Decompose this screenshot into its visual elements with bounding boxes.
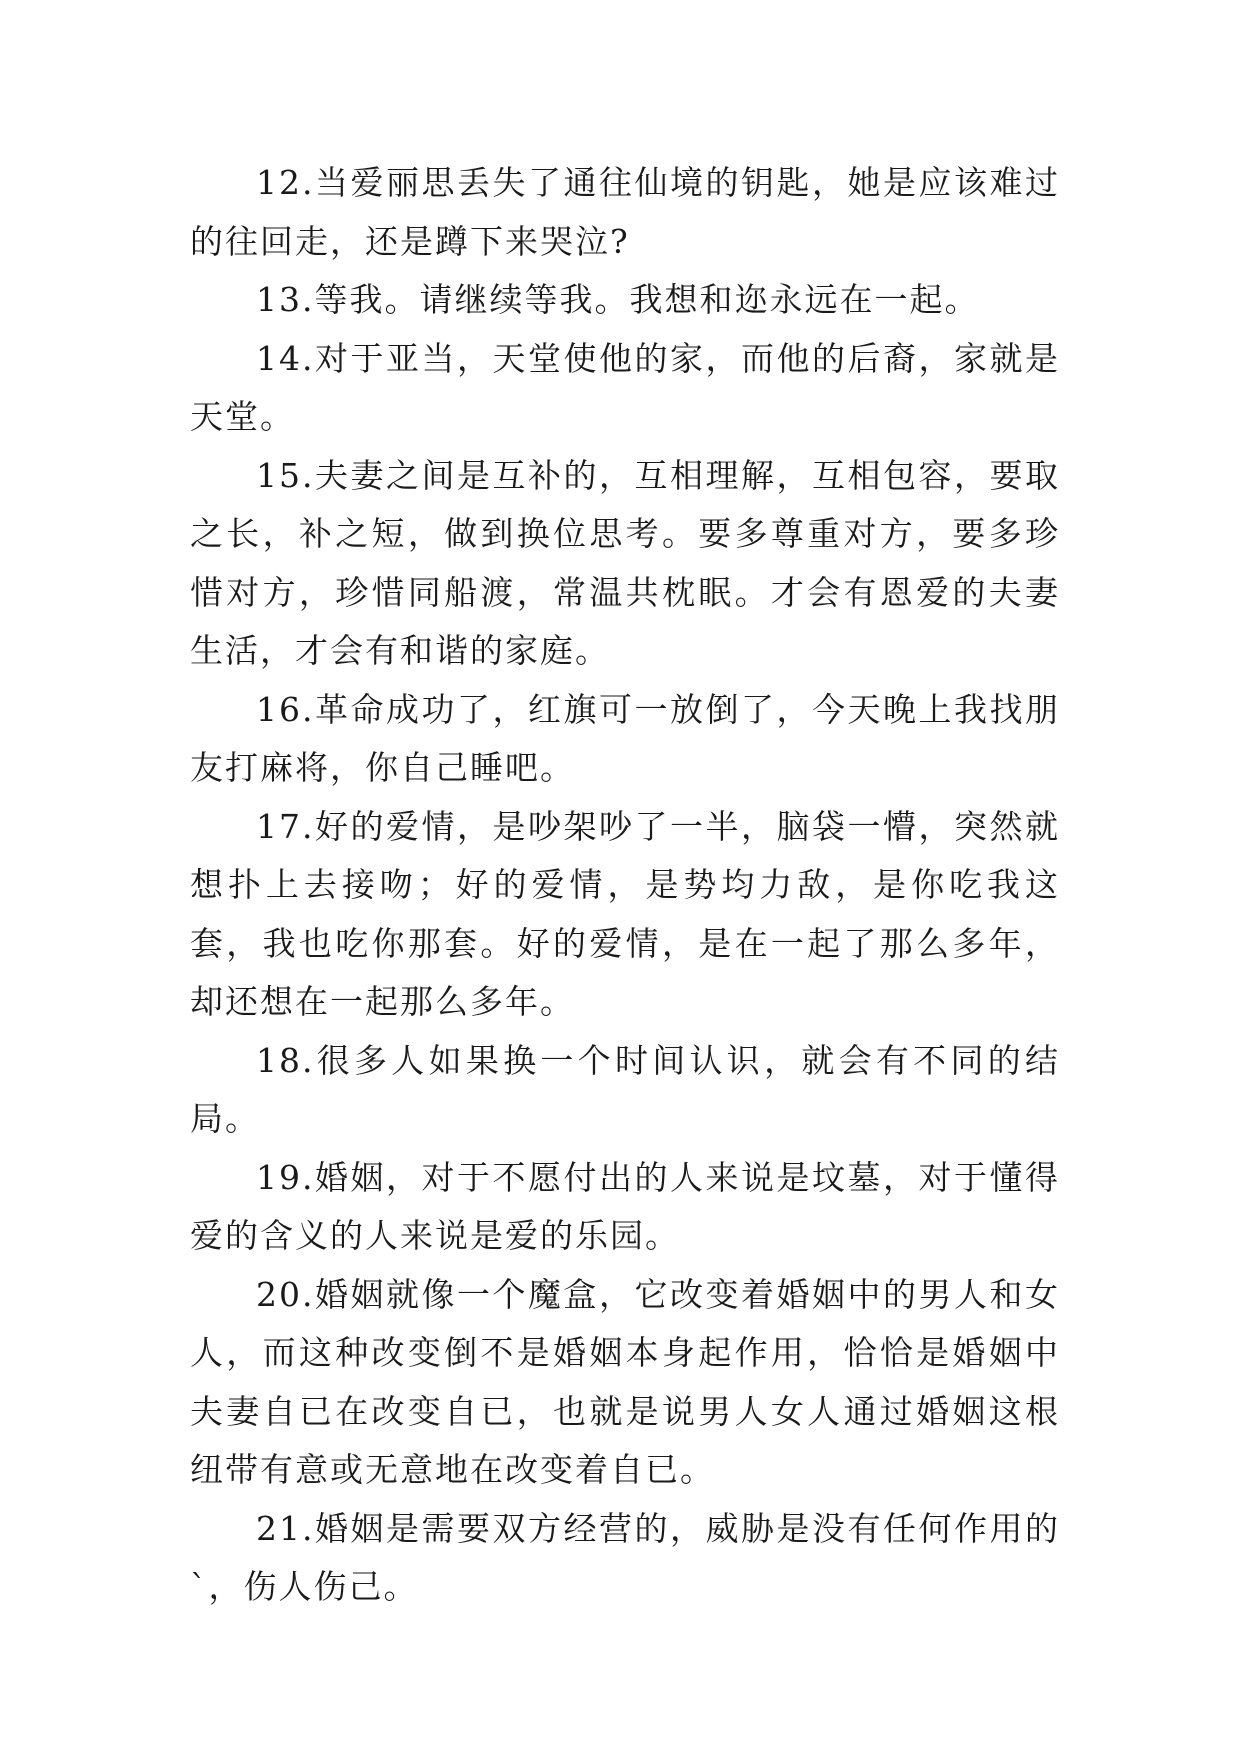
paragraph-21: 21.婚姻是需要双方经营的，威胁是没有任何作用的`，伤人伤己。 bbox=[190, 1508, 1060, 1606]
paragraph-16: 16.革命成功了，红旗可一放倒了，今天晚上我找朋友打麻将，你自己睡吧。 bbox=[190, 689, 1060, 787]
paragraph-15: 15.夫妻之间是互补的，互相理解，互相包容，要取之长，补之短，做到换位思考。要多尊重对方，要多珍惜对方，珍惜同船渡，常温共枕眠。才会有恩爱的夫妻生活，才会有和谐的家庭。 bbox=[190, 455, 1060, 670]
paragraph-12: 12.当爱丽思丢失了通往仙境的钥匙，她是应该难过的往回走，还是蹲下来哭泣? bbox=[190, 163, 1060, 261]
paragraph-18: 18.很多人如果换一个时间认识，就会有不同的结局。 bbox=[190, 1040, 1060, 1138]
paragraph-19: 19.婚姻，对于不愿付出的人来说是坟墓，对于懂得爱的含义的人来说是爱的乐园。 bbox=[190, 1157, 1060, 1255]
paragraph-17: 17.好的爱情，是吵架吵了一半，脑袋一懵，突然就想扑上去接吻；好的爱情，是势均力敌，是你吃我这套，我也吃你那套。好的爱情，是在一起了那么多年，却还想在一起那么多年。 bbox=[190, 806, 1060, 1021]
paragraph-13: 13.等我。请继续等我。我想和迩永远在一起。 bbox=[256, 280, 980, 319]
document-body bbox=[190, 154, 1060, 1617]
paragraph-20: 20.婚姻就像一个魔盒，它改变着婚姻中的男人和女人，而这种改变倒不是婚姻本身起作用，恰恰是婚姻中夫妻自已在改变自已，也就是说男人女人通过婚姻这根纽带有意或无意地在改变着自已。 bbox=[190, 1274, 1060, 1489]
paragraph-14: 14.对于亚当，天堂使他的家，而他的后裔，家就是天堂。 bbox=[190, 338, 1060, 436]
